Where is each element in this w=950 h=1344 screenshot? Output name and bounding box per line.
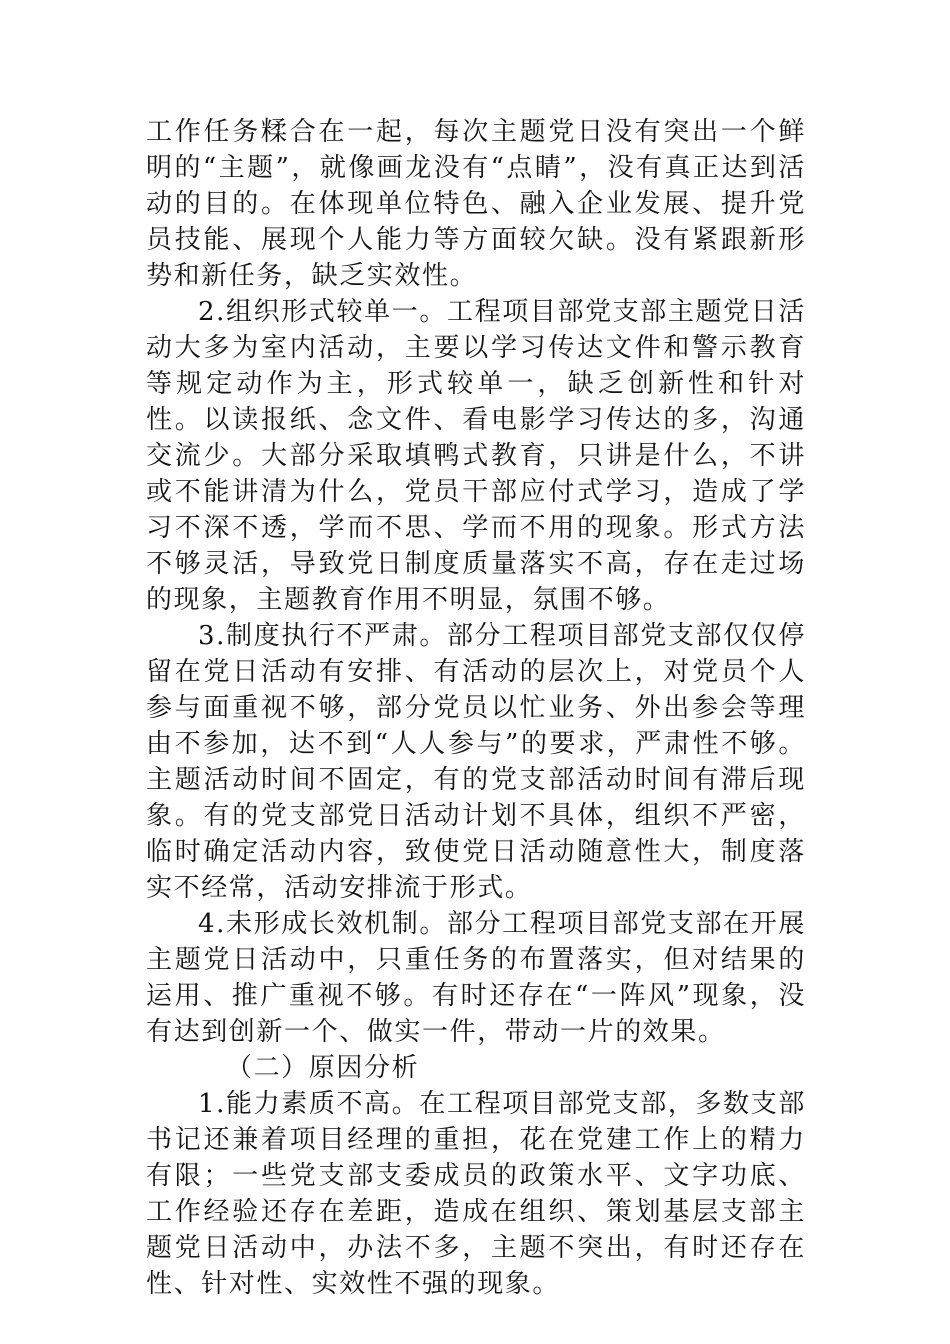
paragraph-long-term-mechanism: 4.未形成长效机制。部分工程项目部党支部在开展主题党日活动中，只重任务的布置落实，但对结果的运用、推广重视不够。有时还存在“一阵风”现象，没有达到创新一个、做实一件，带动一片的效果。 <box>146 909 806 1047</box>
paragraph-system-execution: 3.制度执行不严肃。部分工程项目部党支部仅仅停留在党日活动有安排、有活动的层次上，对党员个人参与面重视不够，部分党员以忙业务、外出参会等理由不参加，达不到“人人参与”的要求，严肃性不够。主题活动时间不固定，有的党支部活动时间有滞后现象。有的党支部党日活动计划不具体，组织不严密，临时确定活动内容，致使党日活动随意性大，制度落实不经常，活动安排流于形式。 <box>146 621 806 903</box>
paragraph-ability-quality: 1.能力素质不高。在工程项目部党支部，多数支部书记还兼着项目经理的重担，花在党建工作上的精力有限；一些党支部支委成员的政策水平、文字功底、工作经验还存在差距，造成在组织、策划基层支部主题党日活动中，办法不多，主题不突出，有时还存在性、针对性、实效性不强的现象。 <box>146 1089 806 1299</box>
section-heading-cause-analysis: （二）原因分析 <box>226 1053 420 1083</box>
document-body <box>146 114 806 1302</box>
paragraph-continuation: 工作任务糅合在一起，每次主题党日没有突出一个鲜明的“主题”，就像画龙没有“点睛”，没有真正达到活动的目的。在体现单位特色、融入企业发展、提升党员技能、展现个人能力等方面较欠缺。没有紧跟新形势和新任务，缺乏实效性。 <box>146 117 806 291</box>
paragraph-organization-form: 2.组织形式较单一。工程项目部党支部主题党日活动大多为室内活动，主要以学习传达文件和警示教育等规定动作为主，形式较单一，缺乏创新性和针对性。以读报纸、念文件、看电影学习传达的多，沟通交流少。大部分采取填鸭式教育，只讲是什么，不讲或不能讲清为什么，党员干部应付式学习，造成了学习不深不透，学而不思、学而不用的现象。形式方法不够灵活，导致党日制度质量落实不高，存在走过场的现象，主题教育作用不明显，氛围不够。 <box>146 297 806 615</box>
